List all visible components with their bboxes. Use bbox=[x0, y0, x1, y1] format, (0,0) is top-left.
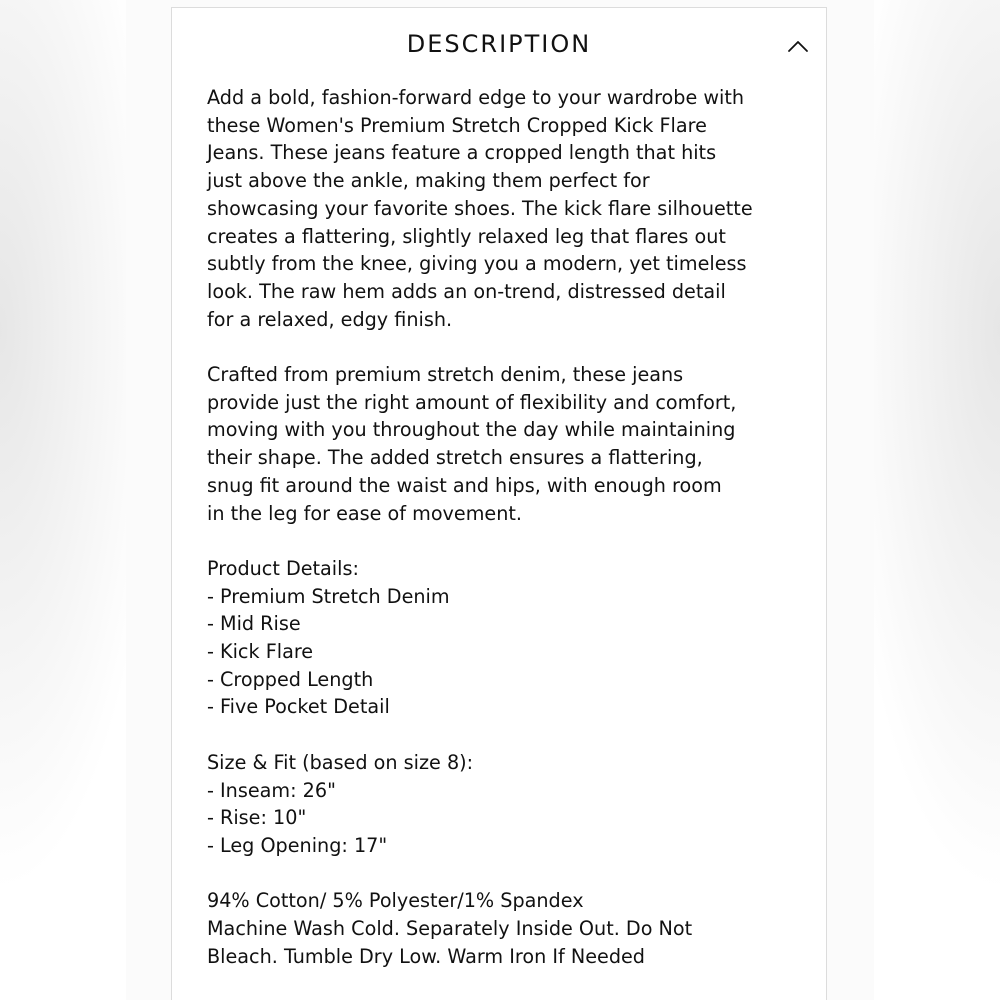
list-item: - Cropped Length bbox=[207, 667, 374, 691]
text-line: their shape. The added stretch ensures a flattering, bbox=[207, 446, 703, 470]
text-line: creates a flattering, slightly relaxed leg that flares out bbox=[207, 224, 726, 248]
text-line: provide just the right amount of flexibility and comfort, bbox=[207, 390, 737, 414]
product-details-heading: Product Details: bbox=[207, 556, 359, 580]
section-title: DESCRIPTION bbox=[406, 30, 592, 58]
text-line: look. The raw hem adds an on-trend, distressed detail bbox=[207, 279, 726, 303]
product-details-list bbox=[207, 555, 807, 721]
text-line: showcasing your favorite shoes. The kick flare silhouette bbox=[207, 196, 753, 220]
list-item: - Leg Opening: 17" bbox=[207, 833, 388, 857]
text-line: moving with you throughout the day while maintaining bbox=[207, 418, 736, 442]
text-line: these Women's Premium Stretch Cropped Kick Flare bbox=[207, 113, 707, 137]
text-line: for a relaxed, edgy finish. bbox=[207, 307, 453, 331]
text-line: Jeans. These jeans feature a cropped length that hits bbox=[207, 141, 717, 165]
intro-paragraph bbox=[207, 84, 807, 333]
list-item: - Premium Stretch Denim bbox=[207, 584, 450, 608]
text-line: snug fit around the waist and hips, with enough room bbox=[207, 473, 722, 497]
text-line: Bleach. Tumble Dry Low. Warm Iron If Needed bbox=[207, 944, 645, 968]
text-line: just above the ankle, making them perfect for bbox=[207, 169, 650, 193]
size-fit-heading: Size & Fit (based on size 8): bbox=[207, 750, 474, 774]
list-item: - Inseam: 26" bbox=[207, 778, 336, 802]
description-body bbox=[207, 84, 807, 998]
text-line: in the leg for ease of movement. bbox=[207, 501, 523, 525]
list-item: - Rise: 10" bbox=[207, 806, 307, 830]
chevron-up-icon[interactable] bbox=[784, 36, 812, 58]
text-line: Crafted from premium stretch denim, these jeans bbox=[207, 363, 684, 387]
description-accordion-header[interactable] bbox=[172, 8, 826, 84]
list-item: - Mid Rise bbox=[207, 612, 301, 636]
description-accordion-panel bbox=[171, 7, 827, 1000]
text-line: subtly from the knee, giving you a modern, yet timeless bbox=[207, 252, 747, 276]
list-item: - Five Pocket Detail bbox=[207, 695, 390, 719]
size-fit-list bbox=[207, 749, 807, 860]
list-item: - Kick Flare bbox=[207, 640, 314, 664]
text-line: Machine Wash Cold. Separately Inside Out. Do Not bbox=[207, 917, 693, 941]
text-line: Add a bold, fashion-forward edge to your wardrobe with bbox=[207, 86, 745, 109]
text-line: 94% Cotton/ 5% Polyester/1% Spandex bbox=[207, 889, 584, 913]
care-instructions bbox=[207, 887, 807, 970]
fabric-paragraph bbox=[207, 361, 807, 527]
